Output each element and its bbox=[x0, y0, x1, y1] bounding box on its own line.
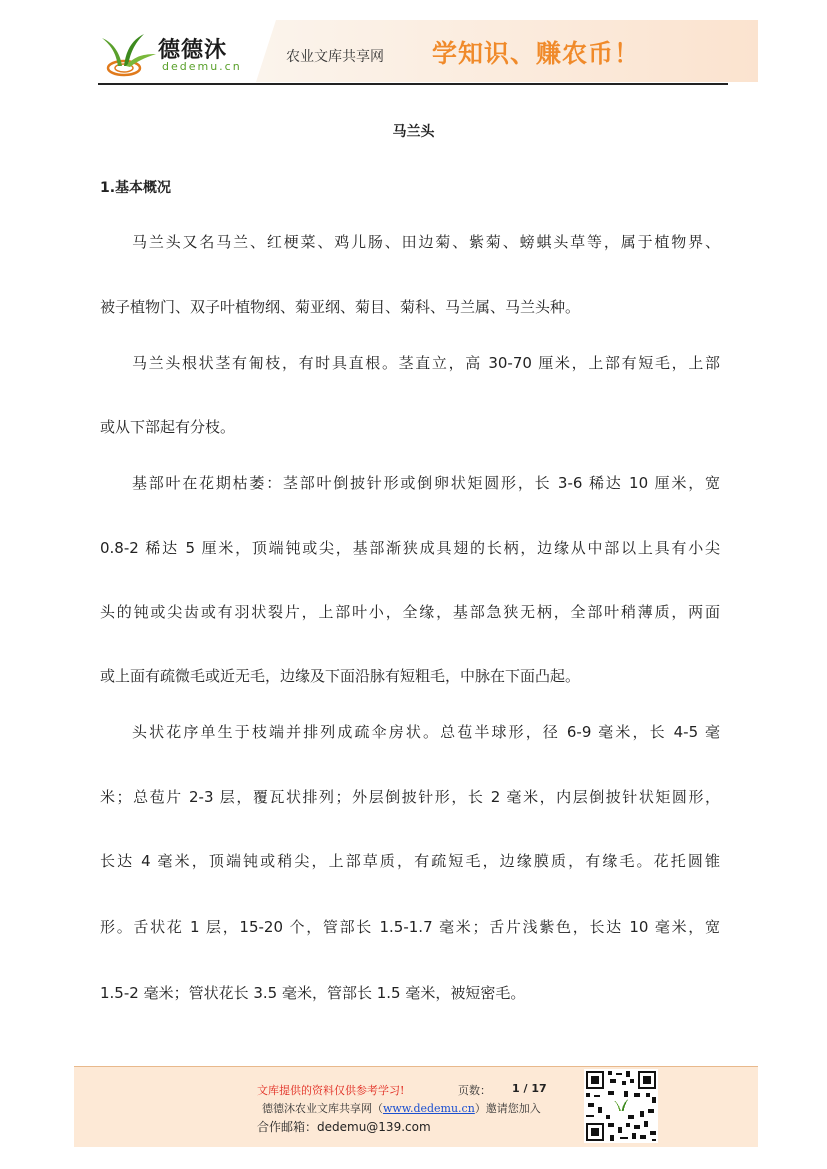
paragraph-line: 马兰头根状茎有匍枝，有时具直根。茎直立，高 30-70 厘米，上部有短毛，上部 bbox=[132, 354, 720, 372]
qr-code-icon bbox=[584, 1069, 658, 1143]
paragraph-line: 形。舌状花 1 层，15-20 个，管部长 1.5-1.7 毫米；舌片浅紫色，长达 10 毫米，宽 bbox=[100, 918, 720, 936]
page-count-label: 页数： bbox=[458, 1084, 491, 1097]
dedemu-logo-icon bbox=[100, 30, 160, 80]
slogan: 学知识、赚农币！ bbox=[432, 39, 641, 68]
brand-domain: dedemu.cn bbox=[162, 60, 242, 73]
paragraph-line: 马兰头又名马兰、红梗菜、鸡儿肠、田边菊、紫菊、螃蜞头草等，属于植物界、 bbox=[132, 233, 720, 251]
document-title: 马兰头 bbox=[392, 124, 435, 140]
paragraph-line: 被子植物门、双子叶植物纲、菊亚纲、菊目、菊科、马兰属、马兰头种。 bbox=[100, 298, 581, 316]
paragraph-line: 长达 4 毫米，顶端钝或稍尖，上部草质，有疏短毛，边缘膜质，有缘毛。花托圆锥 bbox=[100, 852, 720, 870]
header-divider bbox=[98, 83, 728, 85]
section-heading: 1.基本概况 bbox=[100, 180, 172, 196]
footer-email: 合作邮箱：dedemu@139.com bbox=[257, 1120, 431, 1134]
paragraph-line: 米；总苞片 2-3 层，覆瓦状排列；外层倒披针形，长 2 毫米，内层倒披针状矩圆形， bbox=[100, 788, 720, 806]
paragraph-line: 0.8-2 稀达 5 厘米，顶端钝或尖，基部渐狭成具翅的长柄，边缘从中部以上具有小尖 bbox=[100, 539, 720, 557]
paragraph-line: 1.5-2 毫米；管状花长 3.5 毫米，管部长 1.5 毫米，被短密毛。 bbox=[100, 984, 526, 1002]
paragraph-line: 或从下部起有分枝。 bbox=[100, 418, 236, 436]
paragraph-line: 或上面有疏微毛或近无毛，边缘及下面沿脉有短粗毛，中脉在下面凸起。 bbox=[100, 667, 581, 685]
paragraph-line: 基部叶在花期枯萎：茎部叶倒披针形或倒卵状矩圆形，长 3-6 稀达 10 厘米，宽 bbox=[132, 474, 720, 492]
site-link[interactable]: www.dedemu.cn bbox=[383, 1102, 475, 1115]
paragraph-line: 头状花序单生于枝端并排列成疏伞房状。总苞半球形，径 6-9 毫米，长 4-5 毫 bbox=[132, 723, 720, 741]
brand-name: 德德沐 bbox=[158, 37, 228, 63]
footer-invite bbox=[262, 1100, 541, 1116]
page-count: 1 / 17 bbox=[512, 1082, 547, 1095]
invite-prefix: 德德沐农业文库共享网（ bbox=[262, 1102, 383, 1115]
paragraph-line: 头的钝或尖齿或有羽状裂片，上部叶小，全缘，基部急狭无柄，全部叶稍薄质，两面 bbox=[100, 603, 720, 621]
site-name: 农业文库共享网 bbox=[286, 49, 384, 65]
footer-disclaimer: 文库提供的资料仅供参考学习! bbox=[257, 1084, 405, 1097]
page-header bbox=[0, 0, 827, 90]
invite-suffix: ）邀请您加入 bbox=[474, 1102, 541, 1115]
